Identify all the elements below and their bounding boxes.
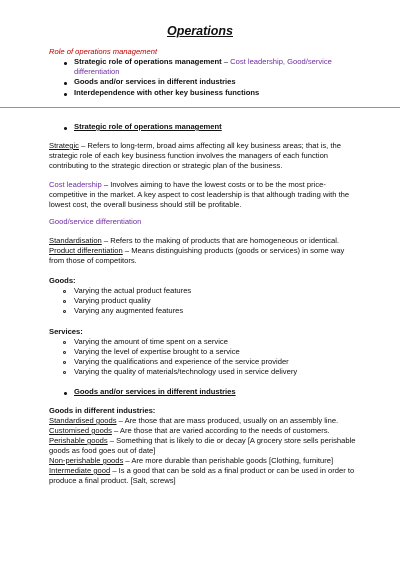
services-item: Varying the qualifications and experience of the service provider bbox=[74, 357, 289, 366]
services-item: Varying the level of expertise brought to a service bbox=[74, 347, 240, 356]
goods-item: Varying product quality bbox=[74, 296, 151, 305]
product-diff-line-1: Product differentiation – Means distinguishing products (goods or services) in some way bbox=[49, 246, 345, 255]
bullet-dot bbox=[64, 62, 67, 65]
page-title: Operations bbox=[167, 24, 233, 38]
intro-bullet-1-cont: differentiation bbox=[74, 67, 120, 76]
goods-item: Varying any augmented features bbox=[74, 306, 184, 315]
industry-goods-line: Customised goods – Are those that are varied according to the needs of customers. bbox=[49, 426, 330, 435]
goods-item: Varying the actual product features bbox=[74, 286, 192, 295]
industry-goods-line: Perishable goods – Something that is likely to die or decay [A grocery store sells perishable bbox=[49, 436, 356, 445]
circle-bullet bbox=[63, 371, 66, 374]
services-item: Varying the amount of time spent on a service bbox=[74, 337, 228, 346]
cost-line-2: competitive in the market. A key aspect to cost leadership is that although trading with the bbox=[49, 190, 350, 199]
intro-heading: Role of operations management bbox=[49, 47, 158, 56]
circle-bullet bbox=[63, 290, 66, 293]
strategic-line-1: Strategic – Refers to long-term, broad aims affecting all key business areas; that is, the bbox=[49, 141, 341, 150]
intro-bullet-2: Goods and/or services in different industries bbox=[74, 77, 236, 86]
section1-heading: Strategic role of operations management bbox=[74, 122, 222, 131]
differentiation-heading: Good/service differentiation bbox=[49, 217, 142, 226]
services-item: Varying the quality of materials/technology used in service delivery bbox=[74, 367, 298, 376]
industry-goods-line: Standardised goods – Are those that are mass produced, usually on an assembly line. bbox=[49, 416, 339, 425]
intro-bullet-3: Interdependence with other key business functions bbox=[74, 88, 260, 97]
product-diff-line-2: from those of competitors. bbox=[49, 256, 137, 265]
circle-bullet bbox=[63, 341, 66, 344]
goods-heading: Goods: bbox=[49, 276, 76, 285]
bullet-dot bbox=[64, 82, 67, 85]
circle-bullet bbox=[63, 300, 66, 303]
cost-line-3: lowest cost, the overall business should still be profitable. bbox=[49, 200, 242, 209]
industry-goods-line: Intermediate good – Is a good that can be sold as a final product or can be used in order to bbox=[49, 466, 355, 475]
standardisation-line: Standardisation – Refers to the making of products that are homogeneous or identical. bbox=[49, 236, 340, 245]
intro-bullet-1: Strategic role of operations management – Cost leadership, Good/service bbox=[74, 57, 332, 66]
industry-goods-line: Non-perishable goods – Are more durable than perishable goods [Clothing, furniture] bbox=[49, 456, 334, 465]
strategic-line-3: contributing to the strategic direction or strategic plan of the business. bbox=[49, 161, 283, 170]
bullet-dot bbox=[64, 93, 67, 96]
circle-bullet bbox=[63, 310, 66, 313]
strategic-line-2: strategic role of each key business function involves the managers of each function bbox=[49, 151, 329, 160]
circle-bullet bbox=[63, 351, 66, 354]
bullet-dot bbox=[64, 392, 67, 395]
services-heading: Services: bbox=[49, 327, 83, 336]
cost-line-1: Cost leadership – Involves aiming to have the lowest costs or to be the most price- bbox=[49, 180, 326, 189]
industry-goods-line: produce a final product. [Salt, screws] bbox=[49, 476, 176, 485]
section-divider bbox=[0, 107, 400, 108]
bullet-dot bbox=[64, 127, 67, 130]
goods-industries-heading: Goods in different industries: bbox=[49, 406, 156, 415]
circle-bullet bbox=[63, 361, 66, 364]
section2-heading: Goods and/or services in different industries bbox=[74, 387, 236, 396]
industry-goods-line: goods as food goes out of date] bbox=[49, 446, 156, 455]
